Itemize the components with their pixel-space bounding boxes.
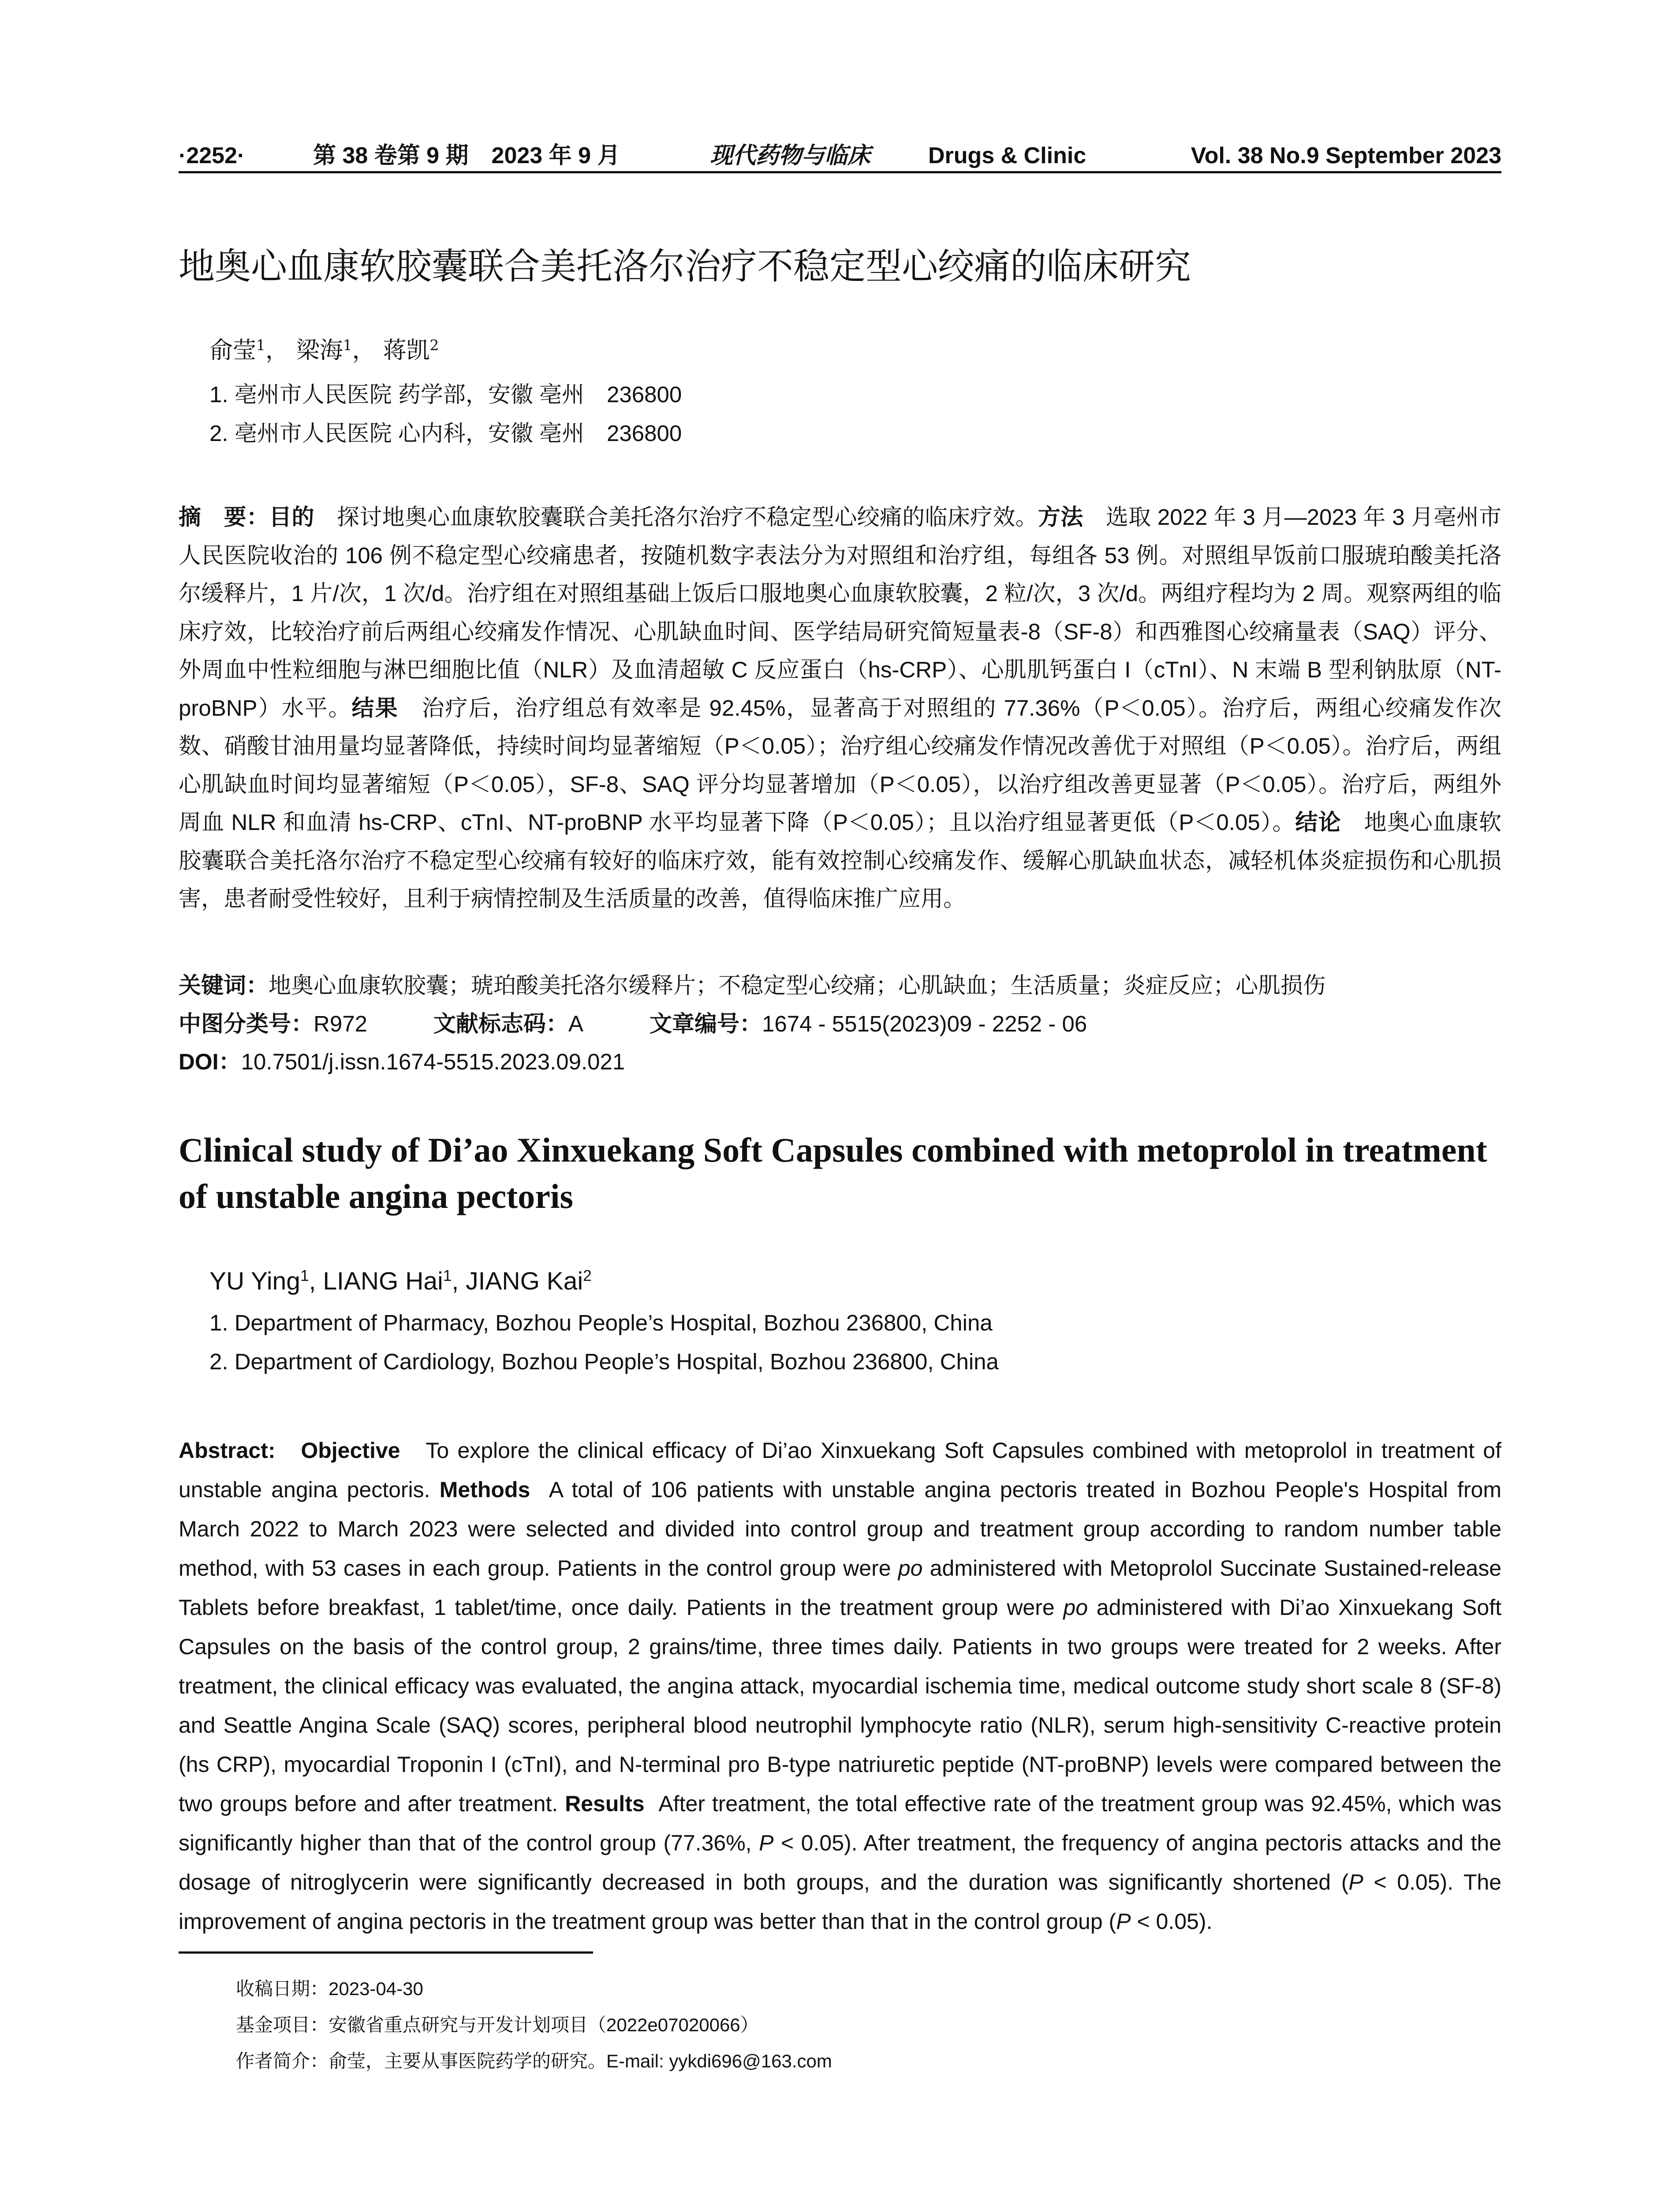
volume-info-en: Vol. 38 No.9 September 2023 <box>1191 143 1501 168</box>
affiliation-en-2: 2. Department of Cardiology, Bozhou People’s Hospital, Bozhou 236800, China <box>209 1349 999 1374</box>
author-affil-mark: 1 <box>443 1267 452 1285</box>
footnote-funding: 基金项目：安徽省重点研究与开发计划项目（2022e07020066） <box>236 2014 759 2035</box>
results-text: After treatment, the total effective rate of the treatment group was 92.45%, which was significantly higher than that of the control group (77.36%, <box>179 1791 1501 1855</box>
title-en: Clinical study of Di’ao Xinxuekang Soft Capsules combined with metoprolol in treatment of unstable angina pectoris <box>179 1131 1487 1215</box>
methods-text: administered with Metoprolol Succinate Sustained-release Tablets before breakfast, 1 tablet/time, once daily. Patients in the treatment group were <box>179 1556 1501 1620</box>
doi-line <box>179 1046 1501 1077</box>
results-label: Results <box>565 1791 645 1816</box>
article-no-label: 文章编号： <box>649 1011 762 1036</box>
journal-name-en: Drugs & Clinic <box>928 143 1086 168</box>
affiliation-cn-2: 2. 亳州市人民医院 心内科，安徽 亳州 236800 <box>209 421 682 446</box>
author-name: 梁海 <box>296 337 343 364</box>
conclusion-label: 结论 <box>1295 810 1341 835</box>
results-text: < 0.05). The improvement of angina pectoris in the treatment group was better than that in the control group ( <box>179 1870 1501 1934</box>
methods-text: 选取 2022 年 3 月—2023 年 3 月亳州市人民医院收治的 106 例不稳定型心绞痛患者，按随机数字表法分为对照组和治疗组，每组各 53 例。对照组早饭前口服琥珀酸美托洛尔缓释片，1 片/次，1 次/d。治疗组在对照组基础上饭后口服地奥心血康软胶囊，2 粒/次，3 次/d。两组疗程均为 2 周。观察两组的临床疗效，比较治疗前后两组心绞痛发作情况、心肌缺血时间、医学结局研究简短量表-8（SF-8）和西雅图心绞痛量表（SAQ）评分、外周血中性粒细胞与淋巴细胞比值（NLR）及血清超敏 C 反应蛋白（hs-CRP）、心肌肌钙蛋白 I（cTnI）、N 末端 B 型利钠肽原（NT-proBNP）水平。 <box>179 505 1501 721</box>
article-no-value: 1674 - 5515(2023)09 - 2252 - 06 <box>762 1011 1087 1036</box>
footnote-author-bio: 作者简介：俞莹，主要从事医院药学的研究。E-mail: yykdi696@163.com <box>236 2051 832 2071</box>
keywords-cn <box>179 970 1501 1001</box>
footnote-received-date: 收稿日期：2023-04-30 <box>236 1978 423 1999</box>
journal-name-cn: 现代药物与临床 <box>710 142 871 169</box>
authors-cn: 俞莹$^1$， 梁海$^1$， 蒋凯$^2$ <box>209 336 439 364</box>
results-text: < 0.05). <box>1131 1909 1213 1934</box>
keywords-text: 地奥心血康软胶囊；琥珀酸美托洛尔缓释片；不稳定型心绞痛；心肌缺血；生活质量；炎症反应；心肌损伤 <box>269 973 1326 998</box>
running-header <box>179 140 1501 173</box>
route-abbrev: po <box>1063 1595 1088 1620</box>
abstract-en <box>179 1431 1501 1941</box>
methods-label: 方法 <box>1038 505 1083 530</box>
results-label: 结果 <box>351 695 399 721</box>
methods-label: Methods <box>439 1477 530 1502</box>
doc-code-value: A <box>568 1011 583 1036</box>
p-symbol: P <box>759 1831 774 1855</box>
author-name: JIANG Kai <box>466 1267 583 1295</box>
methods-text: administered with Di’ao Xinxuekang Soft Capsules on the basis of the control group, 2 grains/time, three times daily. Patients in two groups were treated for 2 weeks. After treatment, the clinical efficacy was evaluated, the angina attack, myocardial ischemia time, medical outcome study short scale 8 (SF-8) and Seattle Angina Scale (SAQ) scores, peripheral blood neutrophil lymphocyte ratio (NLR), serum high-sensitivity C-reactive protein (hs CRP), myocardial Troponin I (cTnI), and N-terminal pro B-type natriuretic peptide (NT-proBNP) levels were compared between the two groups before and after treatment. <box>179 1595 1501 1816</box>
clc-value: R972 <box>314 1011 367 1036</box>
footnote-divider <box>179 1951 593 1954</box>
volume-info-cn: 第 38 卷第 9 期 2023 年 9 月 <box>313 143 620 168</box>
clc-label: 中图分类号： <box>179 1011 314 1036</box>
keywords-label: 关键词： <box>179 973 269 998</box>
affiliation-cn-1: 1. 亳州市人民医院 药学部，安徽 亳州 236800 <box>209 382 682 407</box>
affiliation-en-1: 1. Department of Pharmacy, Bozhou People’s Hospital, Bozhou 236800, China <box>209 1310 993 1335</box>
p-symbol: P <box>1348 1870 1363 1895</box>
results-text: < 0.05). After treatment, the frequency of angina pectoris attacks and the dosage of nitroglycerin were significantly decreased in both groups, and the duration was significantly shortened ( <box>179 1831 1501 1895</box>
abstract-cn <box>179 498 1501 918</box>
doi-value: 10.7501/j.issn.1674-5515.2023.09.021 <box>241 1049 625 1074</box>
doi-label: DOI： <box>179 1049 241 1074</box>
page-number: ·2252· <box>179 143 245 168</box>
author-affil-mark: 2 <box>583 1267 592 1285</box>
author-name: 蒋凯 <box>383 337 430 364</box>
author-affil-mark: 1 <box>343 336 352 354</box>
authors-en: YU Ying$^1$, LIANG Hai$^1$, JIANG Kai$^2$ <box>209 1267 592 1295</box>
abstract-label: 摘 要： <box>179 505 269 530</box>
author-affil-mark: 1 <box>300 1267 309 1285</box>
doc-code-label: 文献标志码： <box>433 1011 568 1036</box>
route-abbrev: po <box>898 1556 923 1581</box>
objective-label: Objective <box>301 1438 400 1463</box>
author-name: 俞莹 <box>209 337 256 364</box>
author-affil-mark: 2 <box>429 336 439 354</box>
conclusion-text: 地奥心血康软胶囊联合美托洛尔治疗不稳定型心绞痛有较好的临床疗效，能有效控制心绞痛发作、缓解心肌缺血状态，减轻机体炎症损伤和心肌损害，患者耐受性较好，且利于病情控制及生活质量的改善，值得临床推广应用。 <box>179 810 1501 911</box>
objective-text: To explore the clinical efficacy of Di’ao Xinxuekang Soft Capsules combined with metoprolol in treatment of unstable angina pectoris. <box>179 1438 1501 1502</box>
title-cn: 地奥心血康软胶囊联合美托洛尔治疗不稳定型心绞痛的临床研究 <box>179 247 1191 287</box>
results-text: 治疗后，治疗组总有效率是 92.45%，显著高于对照组的 77.36%（P＜0.05）。治疗后，两组心绞痛发作次数、硝酸甘油用量均显著降低，持续时间均显著缩短（P＜0.05）；治疗组心绞痛发作情况改善优于对照组（P＜0.05）。治疗后，两组心肌缺血时间均显著缩短（P＜0.05），SF-8、SAQ 评分均显著增加（P＜0.05），以治疗组改善更显著（P＜0.05）。治疗后，两组外周血 NLR 和血清 hs-CRP、cTnI、NT-proBNP 水平均显著下降（P＜0.05）；且以治疗组显著更低（P＜0.05）。 <box>179 695 1501 835</box>
objective-label: 目的 <box>269 505 314 530</box>
abstract-label: Abstract: <box>179 1438 276 1463</box>
objective-text: 探讨地奥心血康软胶囊联合美托洛尔治疗不稳定型心绞痛的临床疗效。 <box>314 505 1038 530</box>
author-affil-mark: 1 <box>256 336 265 354</box>
methods-text: A total of 106 patients with unstable angina pectoris treated in Bozhou People's Hospital from March 2022 to March 2023 were selected and divided into control group and treatment group according to random number table method, with 53 cases in each group. Patients in the control group were <box>179 1477 1501 1581</box>
p-symbol: P <box>1116 1909 1131 1934</box>
author-name: LIANG Hai <box>323 1267 443 1295</box>
author-name: YU Ying <box>209 1267 300 1295</box>
classification-line <box>179 1009 1501 1039</box>
